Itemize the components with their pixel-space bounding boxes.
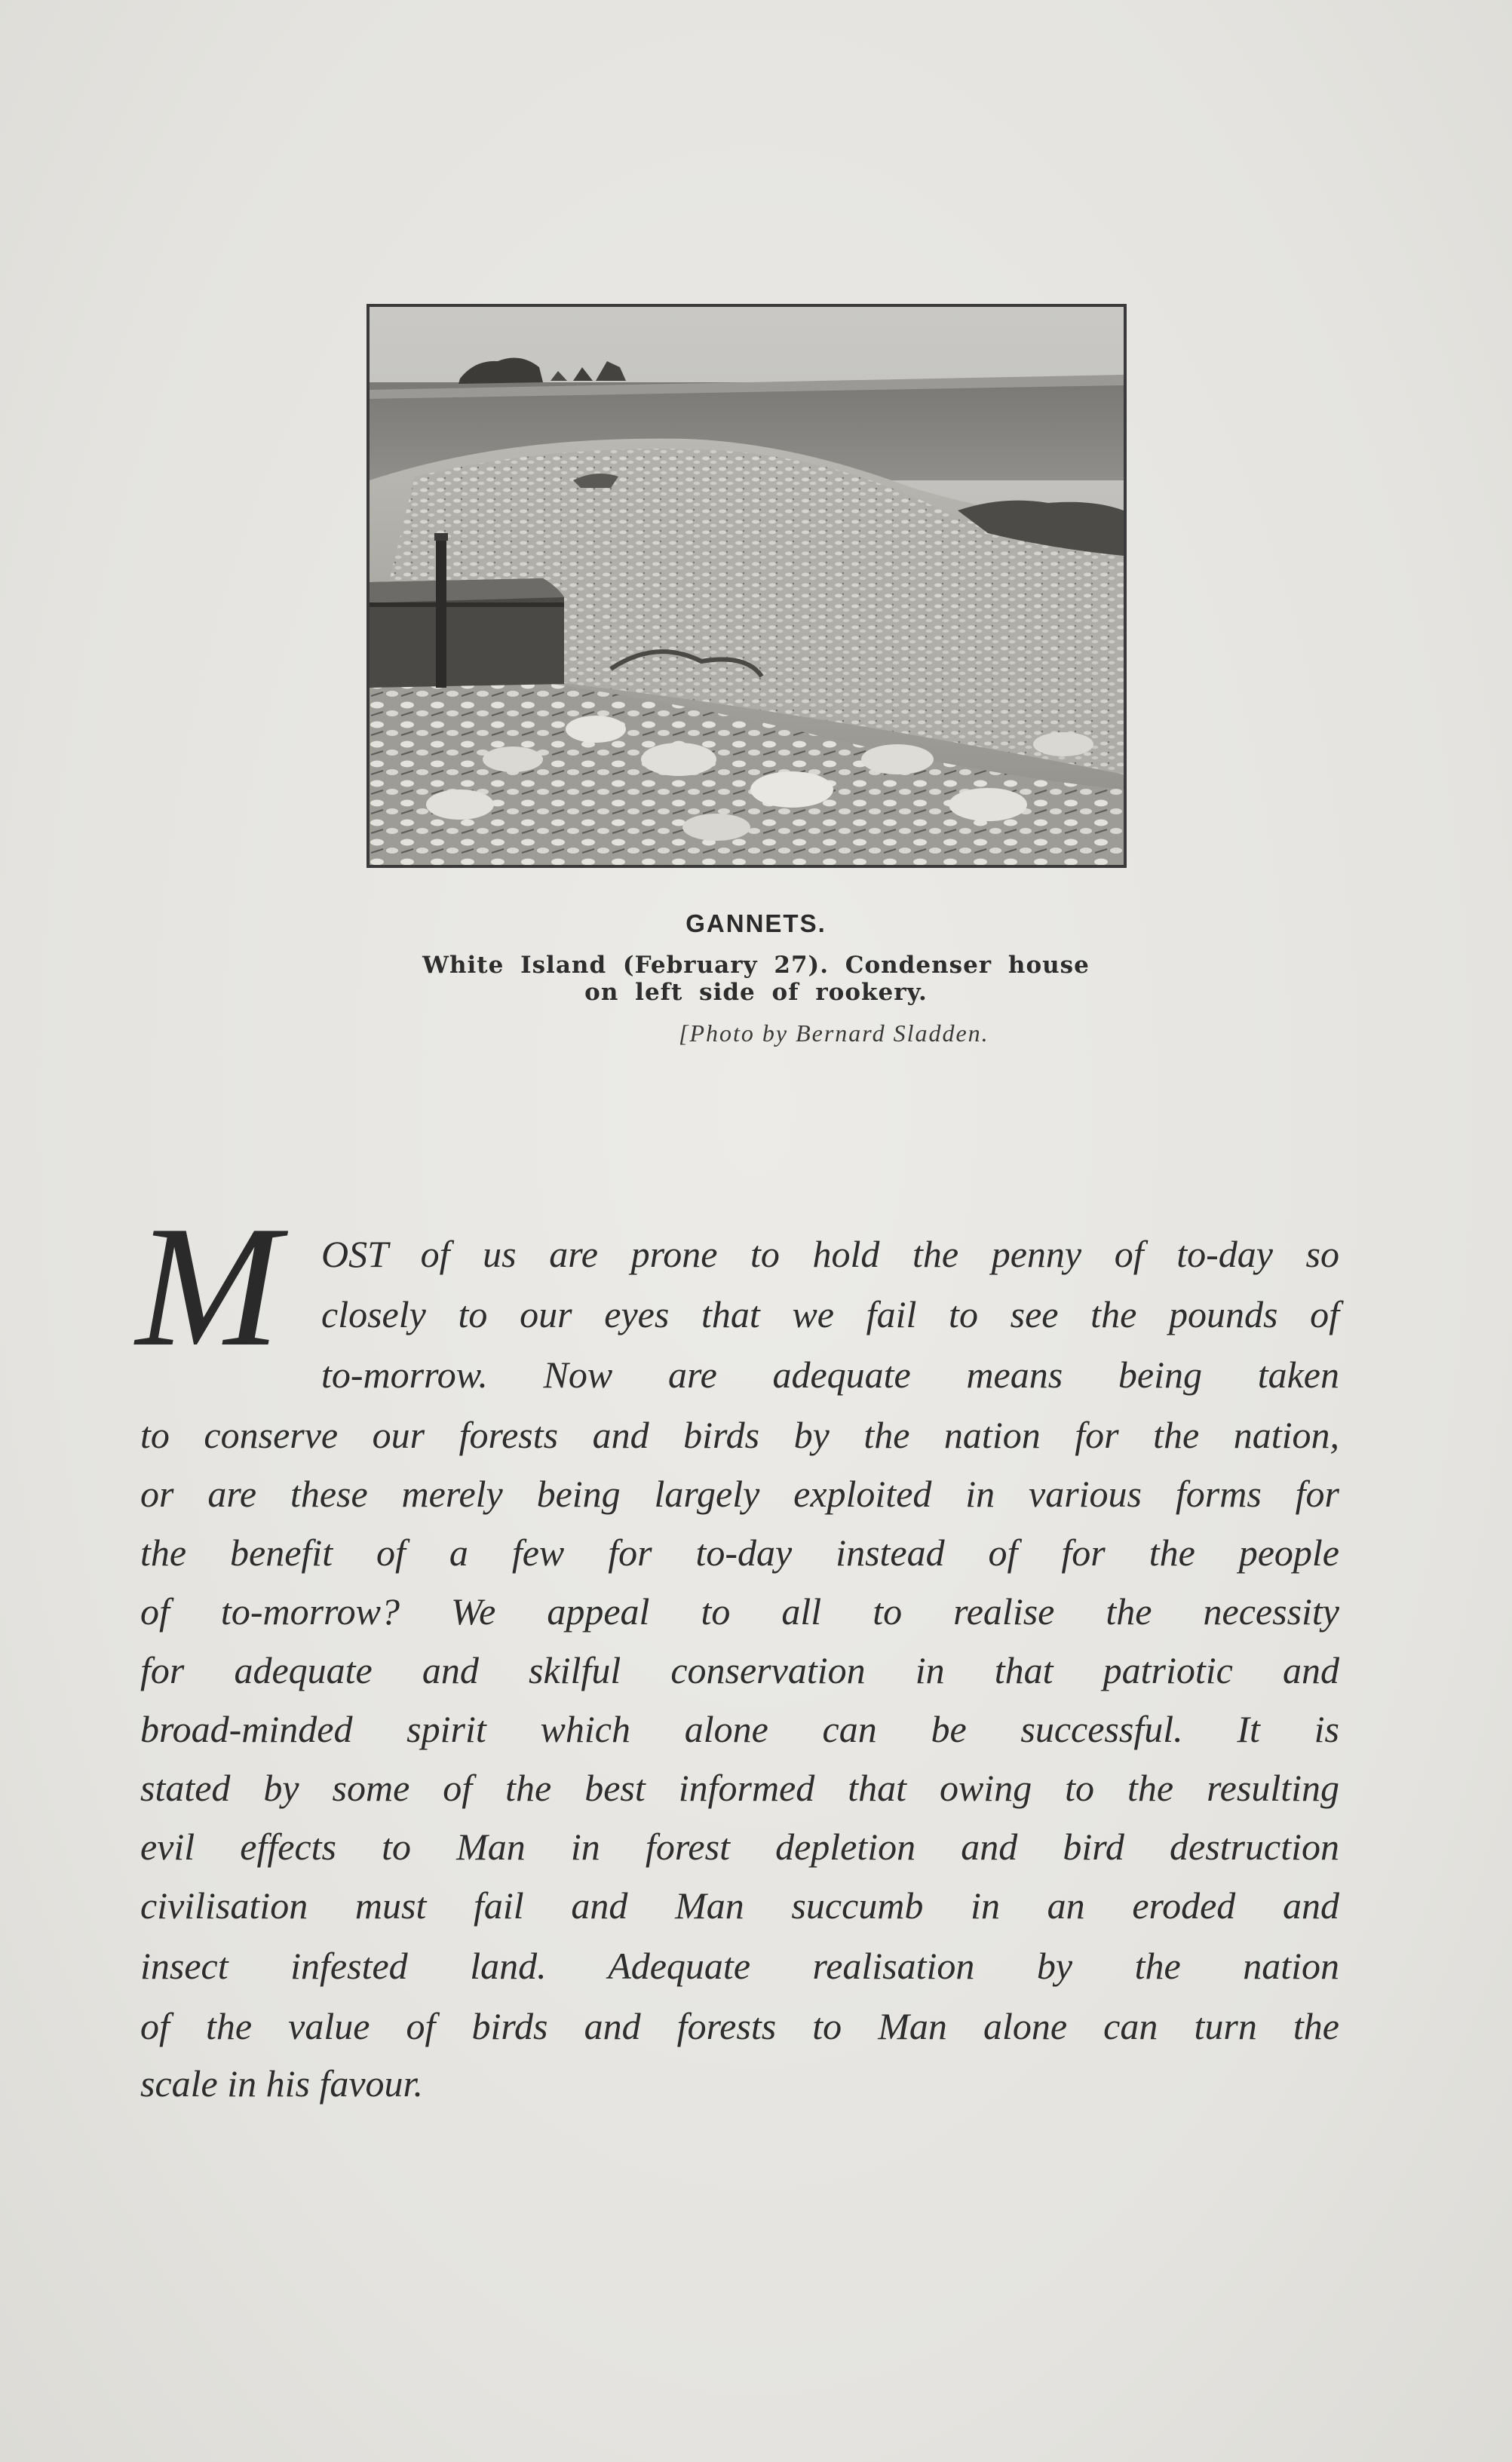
- gannet-rookery-photo: [366, 304, 1127, 868]
- photograph-gannet-rookery: [370, 307, 1124, 865]
- text-line: evil effects to Man in forest depletion and bird destruction: [140, 1826, 1339, 1868]
- text-line: civilisation must fail and Man succumb in an eroded and: [140, 1884, 1339, 1927]
- caption-title: GANNETS.: [685, 909, 827, 937]
- caption-line-2: on left side of rookery.: [584, 979, 928, 1006]
- text-line: to conserve our forests and birds by the nation for the nation,: [140, 1414, 1339, 1456]
- text-line: or are these merely being largely exploited in various forms for: [140, 1473, 1339, 1515]
- text-line: the benefit of a few for to-day instead of for the people: [140, 1531, 1339, 1574]
- drop-cap: M: [136, 1190, 281, 1382]
- text-line: of the value of birds and forests to Man alone can turn the: [140, 2005, 1339, 2047]
- text-line: broad-minded spirit which alone can be successful. It is: [140, 1708, 1339, 1750]
- text-line: scale in his favour.: [140, 2062, 423, 2105]
- text-line: OST of us are prone to hold the penny of to-day so: [321, 1233, 1339, 1275]
- photo-credit: [Photo by Bernard Sladden.: [679, 1019, 989, 1047]
- text-line: of to-morrow? We appeal to all to realise the necessity: [140, 1590, 1339, 1633]
- text-line: for adequate and skilful conservation in that patriotic and: [140, 1649, 1339, 1691]
- text-line: insect infested land. Adequate realisation by the nation: [140, 1945, 1339, 1987]
- text-line: to-morrow. Now are adequate means being taken: [321, 1354, 1339, 1396]
- text-line: stated by some of the best informed that owing to the resulting: [140, 1767, 1339, 1809]
- caption-line-1: White Island (February 27). Condenser house: [422, 952, 1090, 979]
- text-line: closely to our eyes that we fail to see the pounds of: [321, 1293, 1339, 1335]
